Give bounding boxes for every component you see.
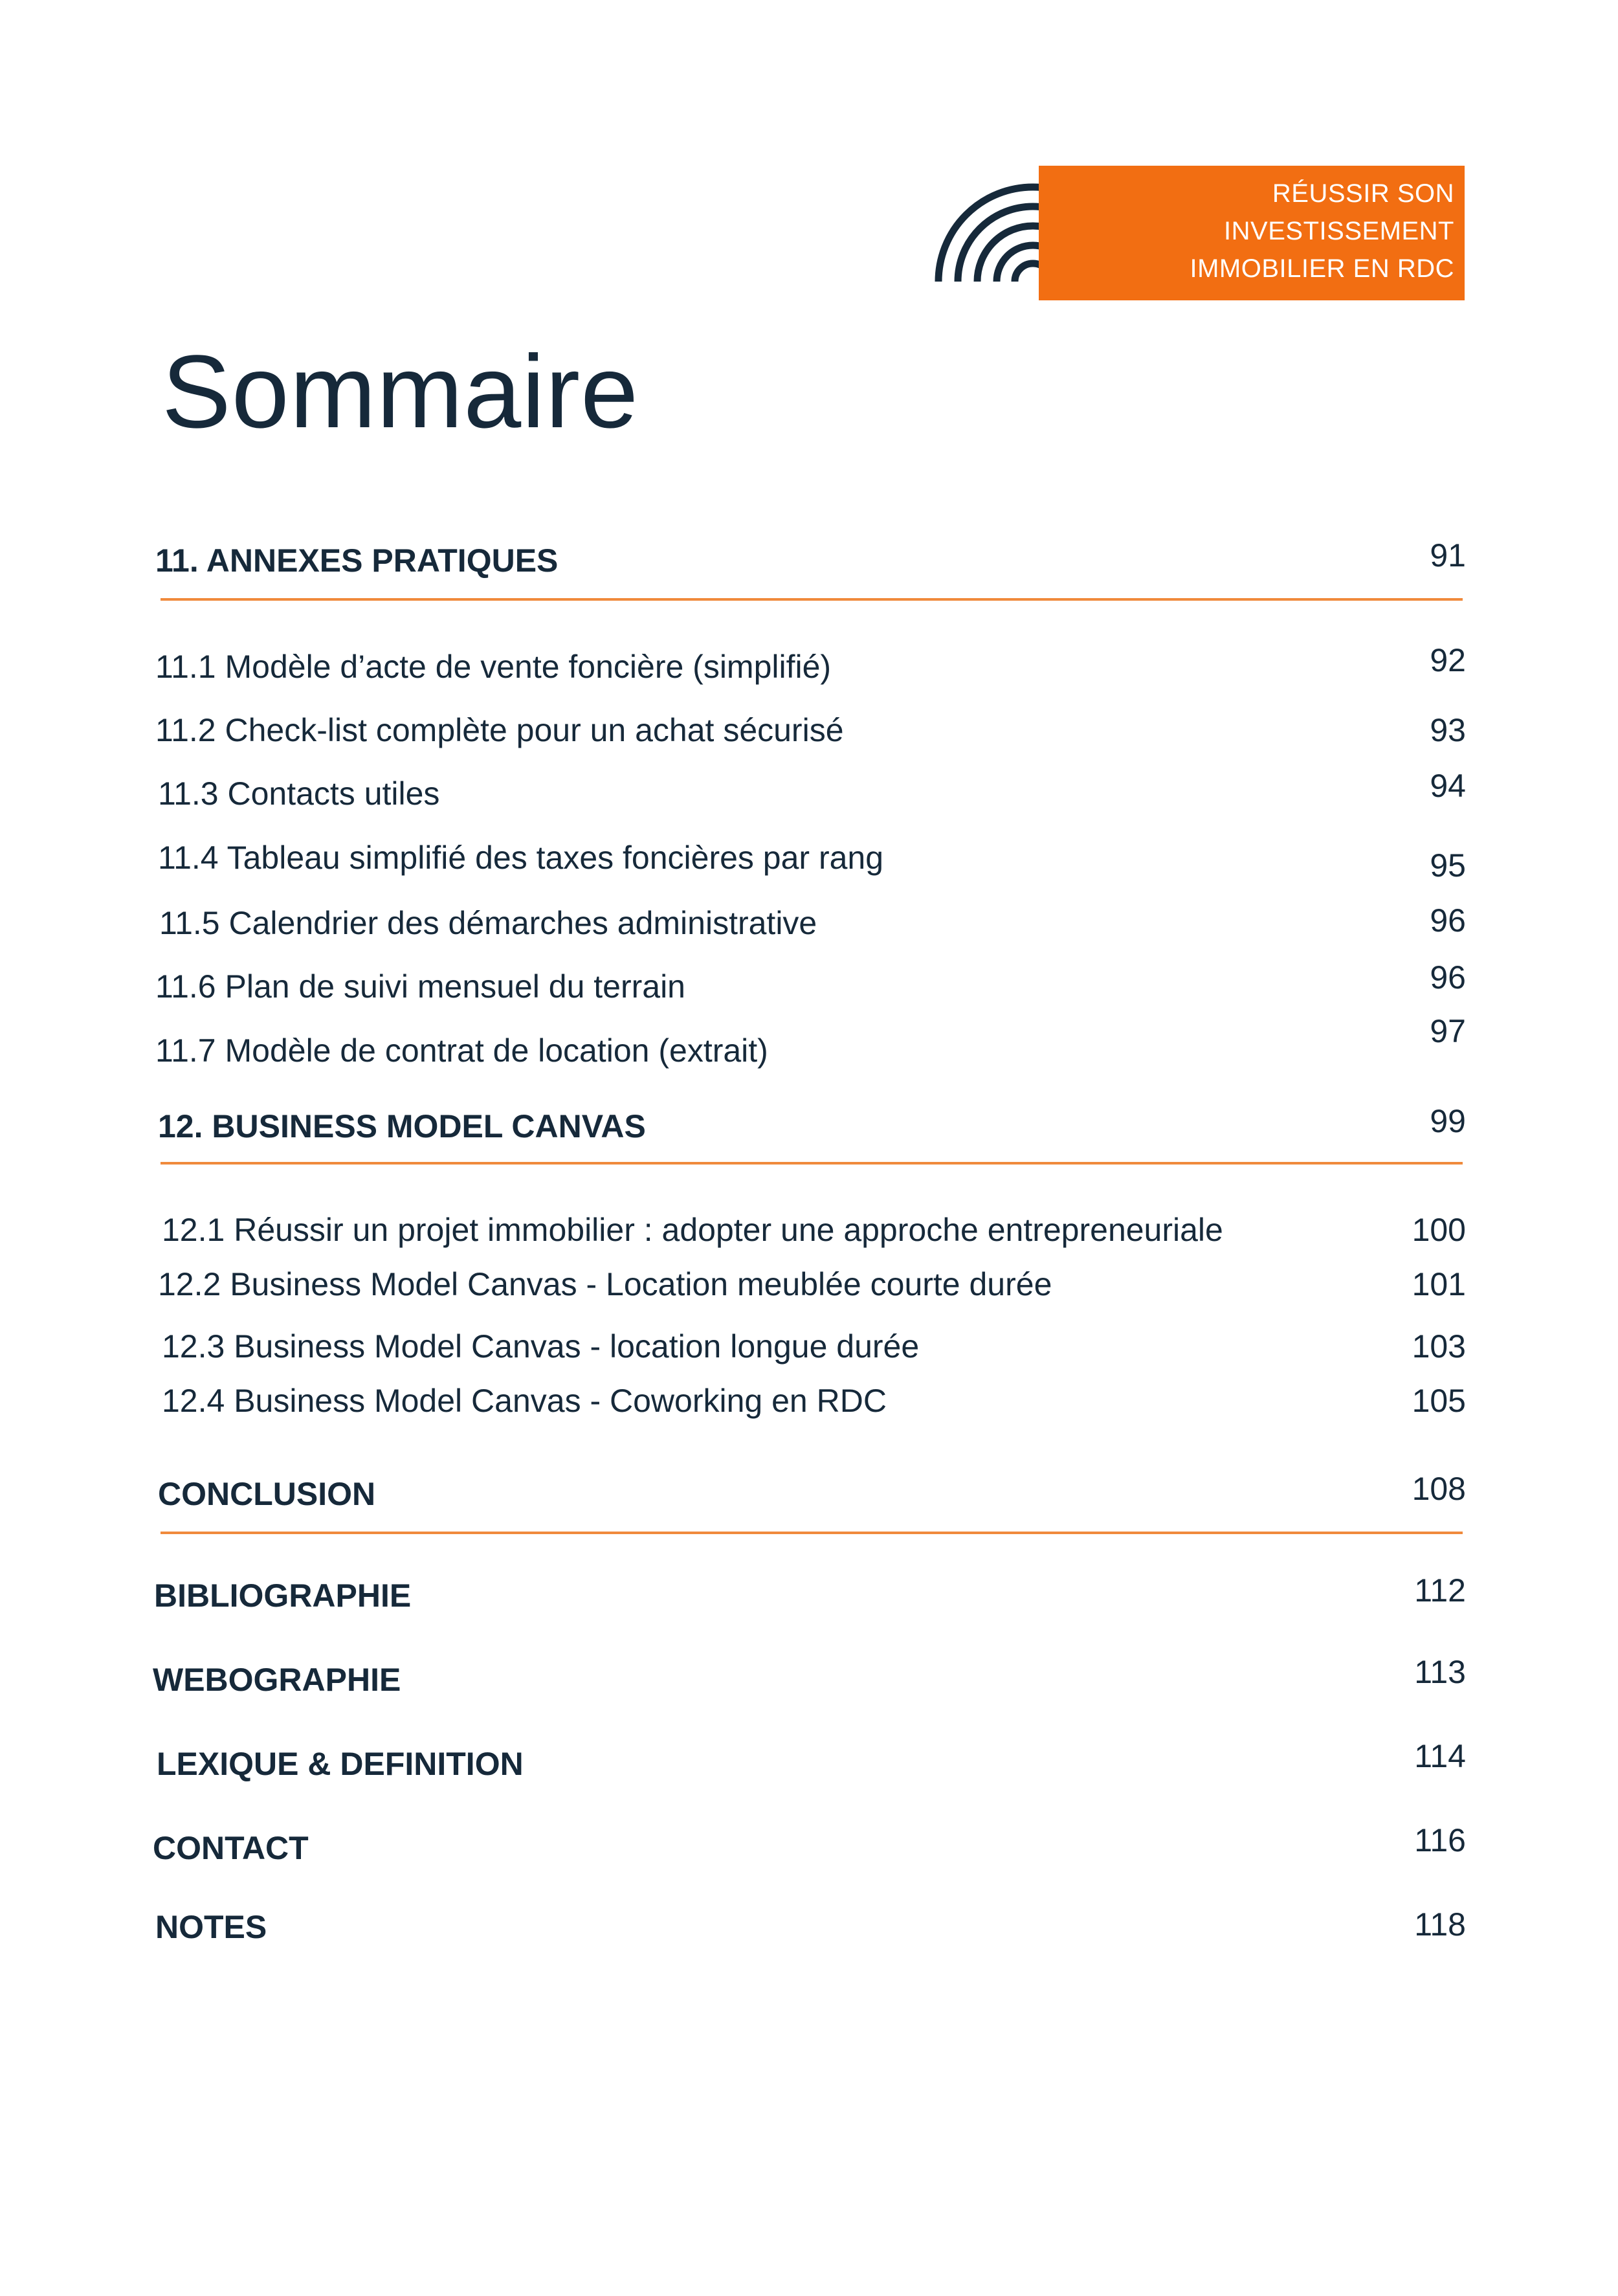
toc-page: 114 xyxy=(1414,1738,1466,1774)
toc-item-12-2[interactable] xyxy=(0,1258,1618,1310)
banner-line-1: RÉUSSIR SON xyxy=(1272,179,1454,208)
toc-page: 96 xyxy=(1430,959,1466,996)
toc-label: CONTACT xyxy=(153,1830,309,1866)
toc-label: 12.4 Business Model Canvas - Coworking en RDC xyxy=(162,1383,887,1419)
toc-item-12-1[interactable] xyxy=(0,1204,1618,1256)
toc-page: 118 xyxy=(1414,1906,1466,1943)
toc-bibliographie[interactable] xyxy=(0,1570,1618,1622)
toc-conclusion[interactable] xyxy=(0,1468,1618,1520)
toc-item-11-2[interactable] xyxy=(0,704,1618,756)
toc-label: 11.3 Contacts utiles xyxy=(158,775,440,812)
toc-label: 12.2 Business Model Canvas - Location meublée courte durée xyxy=(158,1266,1052,1302)
toc-label: 11. ANNEXES PRATIQUES xyxy=(155,542,559,579)
toc-label: 11.5 Calendrier des démarches administrative xyxy=(159,905,817,941)
toc-page: 105 xyxy=(1412,1383,1466,1419)
toc-page: 93 xyxy=(1430,712,1466,748)
banner-line-2: INVESTISSEMENT xyxy=(1224,217,1454,245)
toc-page: 101 xyxy=(1412,1266,1466,1302)
toc-item-11-1[interactable] xyxy=(0,641,1618,693)
toc-page: 108 xyxy=(1412,1471,1466,1507)
section-divider xyxy=(161,1162,1463,1165)
toc-page: 92 xyxy=(1430,642,1466,678)
toc-item-11-3[interactable] xyxy=(0,768,1618,819)
toc-notes[interactable] xyxy=(0,1901,1618,1953)
toc-item-11-7[interactable] xyxy=(0,1013,1618,1076)
toc-page: 95 xyxy=(1430,847,1466,884)
toc-label: WEBOGRAPHIE xyxy=(153,1662,401,1698)
section-divider xyxy=(161,598,1463,601)
toc-label: 11.6 Plan de suivi mensuel du terrain xyxy=(155,968,685,1005)
toc-page: 116 xyxy=(1414,1822,1466,1858)
toc-lexique[interactable] xyxy=(0,1738,1618,1790)
toc-page: 94 xyxy=(1430,768,1466,804)
toc-item-11-6[interactable] xyxy=(0,961,1618,1012)
page-title: Sommaire xyxy=(162,333,639,449)
toc-item-11-4[interactable] xyxy=(0,832,1618,884)
toc-label: 11.7 Modèle de contrat de location (extrait) xyxy=(155,1032,768,1069)
toc-item-12-3[interactable] xyxy=(0,1321,1618,1372)
toc-item-12-4[interactable] xyxy=(0,1375,1618,1427)
toc-contact[interactable] xyxy=(0,1822,1618,1874)
toc-label: 12. BUSINESS MODEL CANVAS xyxy=(158,1108,646,1144)
toc-label: 12.3 Business Model Canvas - location longue durée xyxy=(162,1328,920,1365)
toc-label: BIBLIOGRAPHIE xyxy=(154,1577,412,1614)
toc-label: 11.2 Check-list complète pour un achat sécurisé xyxy=(155,712,844,748)
banner-line-3: IMMOBILIER EN RDC xyxy=(1190,254,1454,283)
toc-section-11[interactable] xyxy=(0,535,1618,586)
toc-label: 12.1 Réussir un projet immobilier : adopter une approche entrepreneuriale xyxy=(162,1212,1223,1248)
toc-page: 97 xyxy=(1430,1013,1466,1049)
section-divider xyxy=(161,1532,1463,1534)
toc-label: 11.4 Tableau simplifié des taxes foncières par rang xyxy=(158,840,884,876)
toc-page: 99 xyxy=(1430,1103,1466,1139)
toc-webographie[interactable] xyxy=(0,1654,1618,1706)
header-banner xyxy=(1039,166,1465,300)
toc-section-12[interactable] xyxy=(0,1100,1618,1152)
toc-label: LEXIQUE & DEFINITION xyxy=(157,1746,524,1782)
toc-page: 112 xyxy=(1414,1572,1466,1609)
toc-label: NOTES xyxy=(155,1909,267,1945)
toc-page: 100 xyxy=(1412,1212,1466,1248)
toc-page: 113 xyxy=(1414,1654,1466,1690)
toc-label: CONCLUSION xyxy=(158,1476,376,1512)
toc-page: 103 xyxy=(1412,1328,1466,1365)
toc-page: 91 xyxy=(1430,537,1466,574)
toc-label: 11.1 Modèle d’acte de vente foncière (simplifié) xyxy=(155,649,832,685)
toc-page: 96 xyxy=(1430,902,1466,939)
toc-item-11-5[interactable] xyxy=(0,897,1618,949)
